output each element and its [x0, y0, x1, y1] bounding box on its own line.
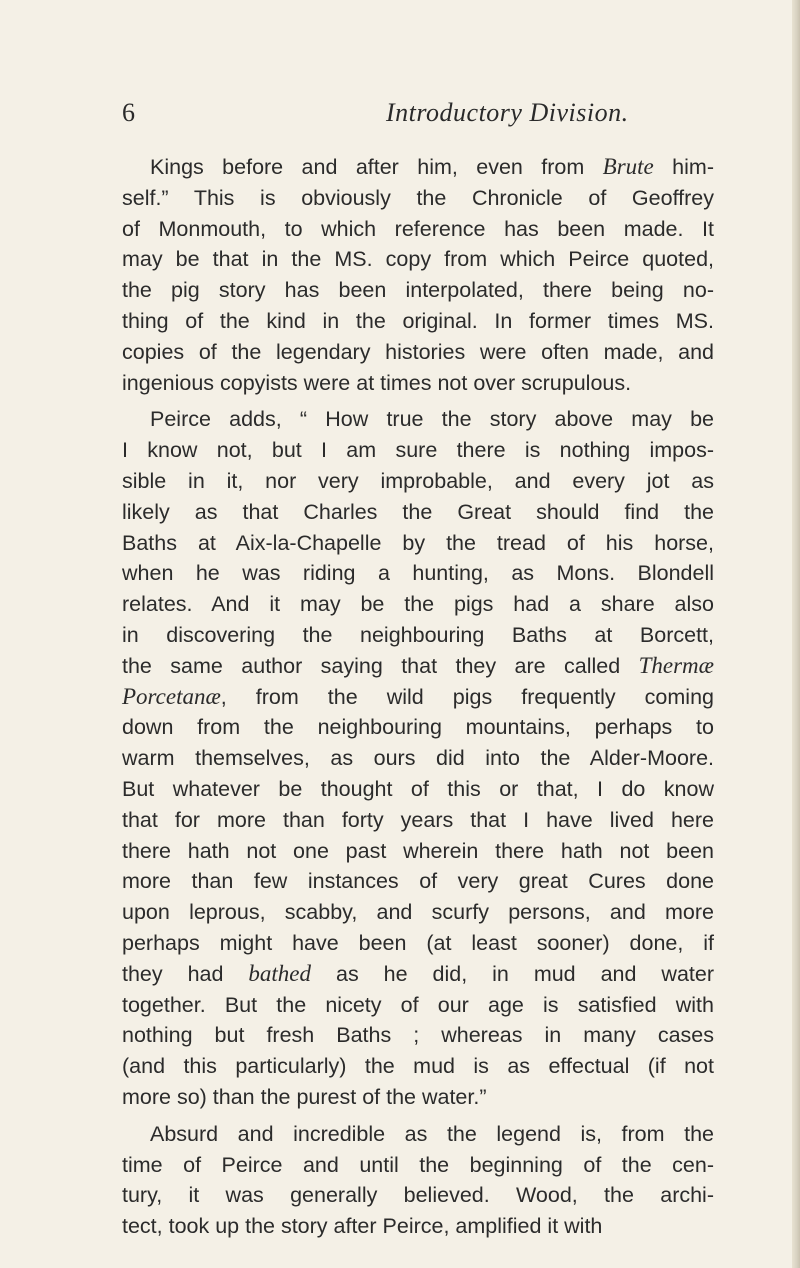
text-line — [122, 497, 714, 528]
body-text — [122, 152, 714, 1242]
text-segment: tect, took up the story after Peirce, amplified it with — [122, 1214, 603, 1239]
text-segment: the pig story has been interpolated, there being no- — [122, 278, 714, 303]
text-segment: time of Peirce and until the beginning of the cen- — [122, 1152, 714, 1177]
text-line — [122, 712, 714, 743]
text-line — [122, 368, 714, 399]
text-line — [122, 214, 714, 245]
text-segment: him- — [653, 155, 714, 179]
text-line — [122, 1180, 714, 1211]
text-segment: together. But the nicety of our age is satisfied with — [122, 992, 714, 1017]
text-segment: the same author saying that they are called — [122, 653, 639, 678]
text-segment: I know not, but I am sure there is nothing impos- — [122, 438, 714, 463]
text-segment: of Monmouth, to which reference has been made. It — [122, 216, 714, 241]
text-line — [122, 743, 714, 774]
text-segment: perhaps might have been (at least sooner) done, if — [122, 930, 714, 955]
text-segment: Peirce adds, “ How true the story above may be — [150, 407, 714, 432]
text-line — [122, 528, 714, 559]
text-line — [122, 620, 714, 651]
text-line — [122, 836, 714, 867]
text-line — [122, 1082, 714, 1113]
italic-text: bathed — [248, 960, 312, 986]
text-line — [122, 435, 714, 466]
text-line — [122, 589, 714, 620]
text-segment: ingenious copyists were at times not over scrupulous. — [122, 370, 632, 395]
text-segment: Kings before and after him, even from — [150, 155, 603, 179]
text-line — [122, 682, 714, 713]
text-line — [122, 651, 714, 682]
text-line — [122, 1150, 714, 1181]
page-header — [122, 98, 722, 138]
text-line — [122, 928, 714, 959]
text-line — [122, 183, 714, 214]
text-segment: likely as that Charles the Great should find the — [122, 499, 714, 524]
text-segment: sible in it, nor very improbable, and every jot as — [122, 468, 714, 493]
text-segment: But whatever be thought of this or that, I do know — [122, 776, 714, 801]
text-segment: nothing but fresh Baths ; whereas in many cases — [122, 1023, 714, 1048]
italic-text: Brute — [602, 154, 654, 179]
italic-text: Thermæ — [638, 652, 714, 678]
text-segment: they had — [122, 961, 249, 986]
text-line — [122, 1020, 714, 1051]
italic-text: Porcetanæ — [122, 683, 221, 709]
text-segment: self.” This is obviously the Chronicle of Geoffrey — [122, 185, 714, 210]
text-segment: relates. And it may be the pigs had a share also — [122, 592, 714, 617]
running-head: Introductory Division. — [386, 98, 629, 127]
text-line — [122, 466, 714, 497]
text-line — [122, 152, 714, 183]
text-line — [122, 404, 714, 435]
text-line — [122, 275, 714, 306]
text-segment: more so) than the purest of the water.” — [122, 1084, 487, 1109]
text-segment: upon leprous, scabby, and scurfy persons, and more — [122, 900, 714, 925]
text-segment: when he was riding a hunting, as Mons. Blondell — [122, 561, 714, 586]
text-segment: as he did, in mud and water — [311, 961, 714, 986]
text-line — [122, 990, 714, 1021]
text-line — [122, 805, 714, 836]
text-segment: , from the wild pigs frequently coming — [220, 684, 714, 709]
text-line — [122, 774, 714, 805]
text-line — [122, 1051, 714, 1082]
text-line — [122, 959, 714, 990]
page-number: 6 — [122, 98, 135, 127]
text-segment: down from the neighbouring mountains, perhaps to — [122, 715, 714, 740]
text-line — [122, 866, 714, 897]
text-segment: there hath not one past wherein there hath not been — [122, 838, 714, 863]
text-line — [122, 897, 714, 928]
text-segment: may be that in the MS. copy from which Peirce quoted, — [122, 247, 714, 272]
text-segment: tury, it was generally believed. Wood, the archi- — [122, 1183, 714, 1208]
text-line — [122, 244, 714, 275]
text-segment: more than few instances of very great Cures done — [122, 869, 714, 894]
text-line — [122, 1119, 714, 1150]
text-line — [122, 306, 714, 337]
text-segment: Absurd and incredible as the legend is, from the — [150, 1121, 714, 1146]
text-segment: thing of the kind in the original. In former times MS. — [122, 308, 714, 333]
text-line — [122, 1211, 714, 1242]
text-segment: (and this particularly) the mud is as effectual (if not — [122, 1054, 714, 1079]
text-line — [122, 558, 714, 589]
text-segment: warm themselves, as ours did into the Alder-Moore. — [122, 746, 714, 771]
text-segment: Baths at Aix-la-Chapelle by the tread of his horse, — [122, 530, 714, 555]
text-segment: in discovering the neighbouring Baths at Borcett, — [122, 622, 714, 647]
text-segment: copies of the legendary histories were often made, and — [122, 339, 714, 364]
text-line — [122, 337, 714, 368]
page-edge — [792, 0, 800, 1268]
text-segment: that for more than forty years that I have lived here — [122, 807, 714, 832]
